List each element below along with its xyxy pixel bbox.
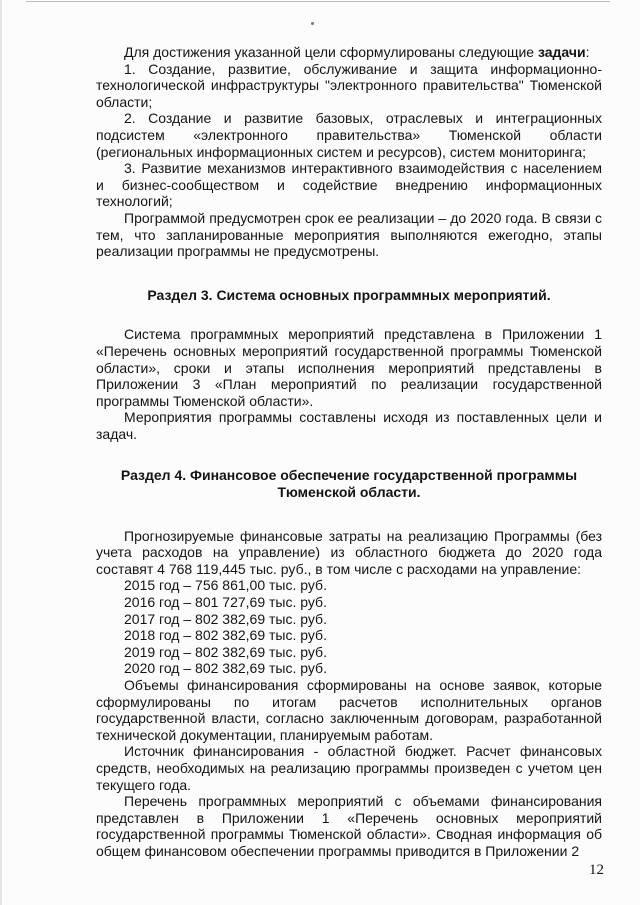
scan-speck xyxy=(311,22,314,25)
section-4-paragraph-3: Источник финансирования - областной бюджет. Расчет финансовых средств, необходимых на реализацию программы произведен с учетом цен текущего года. xyxy=(96,743,602,793)
year-2020: 2020 год – 802 382,69 тыс. руб. xyxy=(124,660,327,677)
task-3: 3. Развитие механизмов интерактивного взаимодействия с населением и бизнес-сообществом и содействие внедрению информационных технологий; xyxy=(96,160,602,210)
document-body xyxy=(96,44,602,860)
year-2016: 2016 год – 801 727,69 тыс. руб. xyxy=(124,594,327,611)
year-2018: 2018 год – 802 382,69 тыс. руб. xyxy=(124,627,327,644)
year-2015: 2015 год – 756 861,00 тыс. руб. xyxy=(124,577,327,594)
tasks-word: задачи xyxy=(537,44,586,60)
page-number: 12 xyxy=(589,862,604,878)
task-1: 1. Создание, развитие, обслуживание и защита информационно-технологической инфраструктуры "электронного правительства" Тюменской области; xyxy=(96,60,602,110)
tasks-intro: Для достижения указанной цели сформулированы следующие задачи: xyxy=(124,44,590,60)
task-2: 2. Создание и развитие базовых, отраслевых и интеграционных подсистем «электронного правительства» Тюменской области (региональных информационных систем и ресурсов), систем мониторинга; xyxy=(96,110,602,160)
year-2019: 2019 год – 802 382,69 тыс. руб. xyxy=(124,643,327,660)
section-4-paragraph-1: Прогнозируемые финансовые затраты на реализацию Программы (без учета расходов на управление) из областного бюджета до 2020 года составят 4 768 119,445 тыс. руб., в том числе с расходами на управление: xyxy=(96,527,602,577)
section-4-paragraph-4: Перечень программных мероприятий с объемами финансирования представлен в Приложении 1 «Перечень основных мероприятий государственной программы Тюменской области». Сводная информация об общем финансовом обеспечении программы приводится в Приложении 2 xyxy=(96,793,602,859)
section-3-paragraph-1: Система программных мероприятий представлена в Приложении 1 «Перечень основных мероприятий государственной программы Тюменской области», сроки и этапы исполнения мероприятий представлены в Приложении 3 «План мероприятий по реализации государственной программы Тюменской области». xyxy=(96,326,602,409)
section-3-heading: Раздел 3. Система основных программных мероприятий. xyxy=(147,286,551,303)
top-rule xyxy=(26,1,610,2)
yearly-funding-list xyxy=(124,577,602,677)
section-4-heading: Раздел 4. Финансовое обеспечение государственной программы Тюменской области. xyxy=(120,467,578,501)
year-2017: 2017 год – 802 382,69 тыс. руб. xyxy=(124,610,327,627)
section-4-paragraph-2: Объемы финансирования сформированы на основе заявок, которые сформулированы по итогам расчетов исполнительных органов государственной власти, согласно заключенным договорам, разработанной технической документации, планируемым работам. xyxy=(96,677,602,743)
section-3-paragraph-2: Мероприятия программы составлены исходя из поставленных цели и задач. xyxy=(96,409,602,442)
scan-edge xyxy=(0,0,2,905)
term-paragraph: Программой предусмотрен срок ее реализации – до 2020 года. В связи с тем, что запланированные мероприятия выполняются ежегодно, этапы реализации программы не предусмотрены. xyxy=(96,209,602,260)
